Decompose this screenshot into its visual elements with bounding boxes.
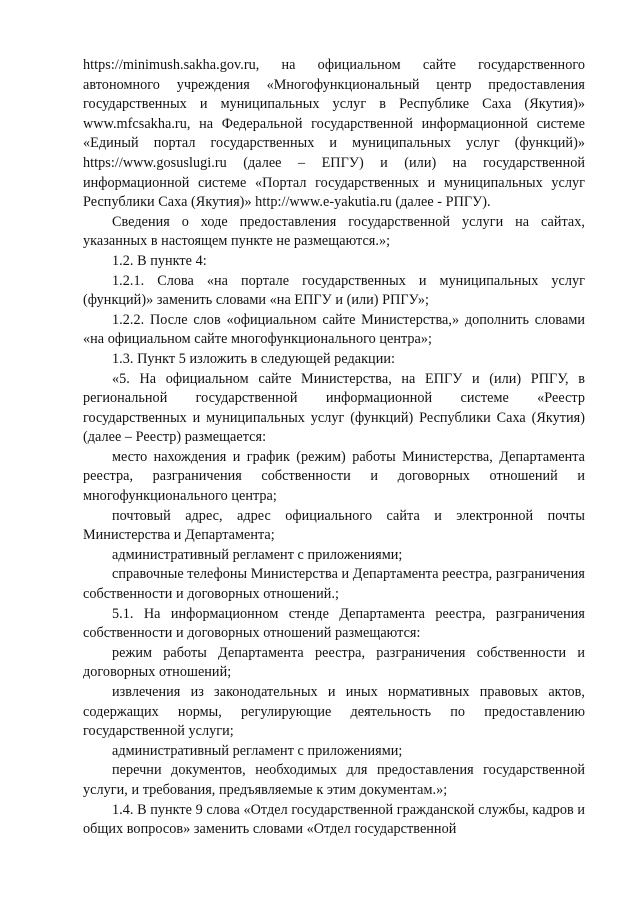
paragraph-5-1: 5.1. На информационном стенде Департамента реестра, разграничения собственности и договорных отношений размещаются: [83,605,585,642]
paragraph-1-2: 1.2. В пункте 4: [112,252,207,269]
paragraph-legal-extracts: извлечения из законодательных и иных нормативных правовых актов, содержащих нормы, регулирующие деятельность по предоставлению государственной услуги; [83,684,585,740]
paragraph-point-5: «5. На официальном сайте Министерства, на ЕПГУ и (или) РПГУ, в региональной государственной информационной системе «Реестр государственных и муниципальных услуг (функций) Республики Саха (Якутия) (далее – Реестр) размещается: [83,370,585,446]
paragraph-reference-phones: справочные телефоны Министерства и Департамента реестра, разграничения собственности и договорных отношений.; [83,566,585,603]
paragraph-work-mode: режим работы Департамента реестра, разграничения собственности и договорных отношений; [83,644,585,681]
paragraph-regulation-appendices-2: административный регламент с приложениями; [112,742,403,759]
paragraph-document-lists: перечни документов, необходимых для предоставления государственной услуги, и требования, предъявляемые к этим документам.»; [83,762,585,798]
paragraph-1-4: 1.4. В пункте 9 слова «Отдел государственной гражданской службы, кадров и общих вопросов» заменить словами «Отдел государственной [83,801,585,838]
paragraph-status-info: Сведения о ходе предоставления государственной услуги на сайтах, указанных в настоящем пункте не размещаются.»; [83,213,585,250]
paragraph-1-2-2: 1.2.2. После слов «официальном сайте Министерства,» дополнить словами «на официальном сайте многофункционального центра»; [83,311,585,348]
paragraph-postal-address: почтовый адрес, адрес официального сайта и электронной почты Министерства и Департамента; [83,507,585,544]
paragraph-location-schedule: место нахождения и график (режим) работы Министерства, Департамента реестра, разграничения собственности и договорных отношений и многофункционального центра; [83,448,585,505]
document-page [83,56,585,840]
paragraph-1-2-1: 1.2.1. Слова «на портале государственных и муниципальных услуг (функций)» заменить словами «на ЕПГУ и (или) РПГУ»; [83,272,585,309]
paragraph-1-3: 1.3. Пункт 5 изложить в следующей редакции: [112,350,395,367]
paragraph-regulation-appendices: административный регламент с приложениями; [112,546,403,563]
paragraph-websites-list: https://minimush.sakha.gov.ru, на официальном сайте государственного автономного учреждения «Многофункциональный центр предоставления государственных и муниципальных услуг в Республике Саха (Якутия)» www.mfcsakha.ru, на Федеральной государственной информационной системе «Единый портал государственных и муниципальных услуг (функций)» https://www.gosuslugi.ru (далее – ЕПГУ) и (или) на государственной информационной системе «Портал государственных и муниципальных услуг Республики Саха (Якутия)» http://www.e-yakutia.ru (далее - РПГУ). [83,57,585,211]
